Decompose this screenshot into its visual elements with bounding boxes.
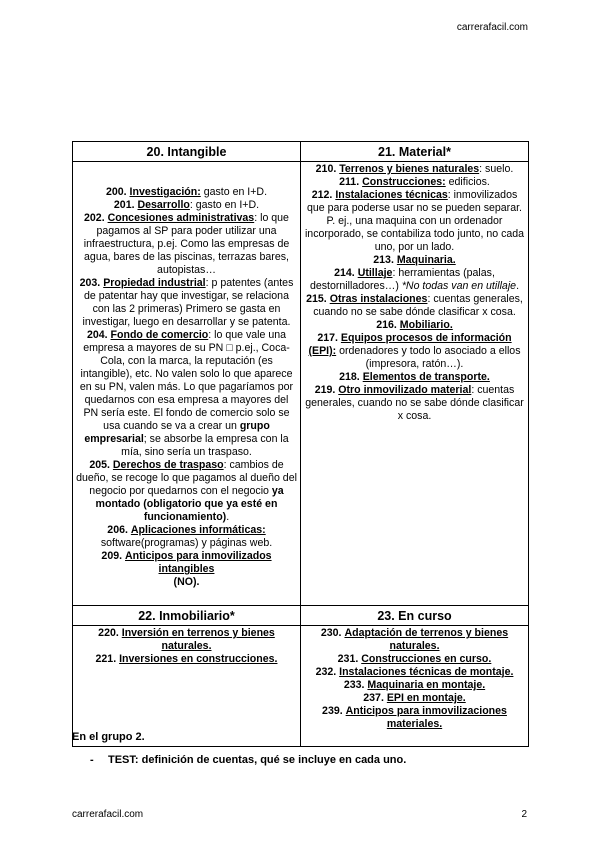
group-note: En el grupo 2. (72, 731, 145, 743)
bullet-text: TEST: definición de cuentas, qué se incluye en cada uno. (108, 754, 407, 766)
entry-209: 209. Anticipos para inmovilizados intangibles (NO). (101, 550, 272, 588)
entry-216: 216. Mobiliario. (376, 319, 453, 331)
entry-214: 214. Utillaje: herramientas (palas, destornilladores…) *No todas van en utillaje. (309, 267, 520, 292)
entry-201: 201. Desarrollo: gasto en I+D. (113, 199, 260, 211)
cell-material (301, 162, 529, 606)
footer-site: carrerafacil.com (72, 809, 144, 820)
entry-221: 221. Inversiones en construcciones. (95, 653, 278, 665)
accounts-table (72, 141, 529, 747)
entry-202: 202. Concesiones administrativas: lo que pagamos al SP para poder utilizar una infraestructura, p.ej. Como las empresas de agua, bares de las piscinas, terrazas bares, autopistas… (83, 212, 290, 276)
entry-204: 204. Fondo de comercio: lo que vale una empresa a mayores de su PN □ p.ej., Coca-Cola, con la marca, la reputación (es intangible), etc. No valen solo lo que aparece en su PN, valen más. Lo que pagaríamos por quedarnos con esa empresa a mayores del PN sería este. El fondo de comercio solo se usa cuando se va a crear un grupo empresarial; se absorbe la empresa con la mía, sino sería un traspaso. (79, 329, 294, 458)
col-title-en-curso: 23. En curso (301, 606, 529, 626)
entry-215: 215. Otras instalaciones: cuentas generales, cuando no se sabe dónde clasificar x cosa. (306, 293, 523, 318)
entry-220: 220. Inversión en terrenos y bienes naturales. (98, 627, 275, 652)
entry-232: 232. Instalaciones técnicas de montaje. (315, 666, 514, 678)
table-header-row-top (73, 142, 529, 162)
col-title-intangible: 20. Intangible (73, 142, 301, 162)
entry-231: 231. Construcciones en curso. (337, 653, 492, 665)
page-number: 2 (521, 809, 527, 820)
col-title-material: 21. Material* (301, 142, 529, 162)
entry-237: 237. EPI en montaje. (363, 692, 466, 704)
entry-200: 200. Investigación: gasto en I+D. (105, 186, 268, 198)
entry-239: 239. Anticipos para inmovilizaciones materiales. (322, 705, 507, 730)
table-row-bottom (73, 626, 529, 747)
col-title-inmobiliario: 22. Inmobiliario* (73, 606, 301, 626)
entry-206: 206. Aplicaciones informáticas: software(programas) y páginas web. (100, 524, 273, 549)
cell-inmobiliario (73, 626, 301, 747)
table-header-row-bottom (73, 606, 529, 626)
entry-217: 217. Equipos procesos de información (EPI): ordenadores y todo lo asociado a ellos (impresora, ratón…). (308, 332, 521, 370)
entry-233: 233. Maquinaria en montaje. (343, 679, 486, 691)
cell-intangible (73, 162, 301, 606)
test-bullet (90, 754, 406, 766)
entry-210: 210. Terrenos y bienes naturales: suelo. (315, 163, 514, 175)
entry-205: 205. Derechos de traspaso: cambios de dueño, se recoge lo que pagamos al dueño del negocio por quedarnos con el negocio ya montado (obligatorio que ya esté en funcionamiento). (76, 459, 297, 523)
table-row-top (73, 162, 529, 606)
cell-en-curso (301, 626, 529, 747)
entry-230: 230. Adaptación de terrenos y bienes naturales. (320, 627, 509, 652)
entry-219: 219. Otro inmovilizado material: cuentas generales, cuando no se sabe dónde clasificar x cosa. (305, 384, 524, 422)
entry-212: 212. Instalaciones técnicas: inmovilizados que para poderse usar no se pueden separar. P. ej., una maquina con un ordenador incorporado, se contabiliza todo junto, no cada uno, por un lado. (304, 189, 525, 253)
entry-211: 211. Construcciones: edificios. (339, 176, 490, 188)
bullet-dash: - (90, 754, 94, 766)
header-site: carrerafacil.com (456, 22, 528, 33)
entry-218: 218. Elementos de transporte. (339, 371, 490, 383)
entry-213: 213. Maquinaria. (373, 254, 456, 266)
entry-203: 203. Propiedad industrial: p patentes (antes de patentar hay que investigar, se relaciona con las 2 primeras) Primero se gasta en investigar, luego en desarrollar y se patenta. (79, 277, 294, 328)
